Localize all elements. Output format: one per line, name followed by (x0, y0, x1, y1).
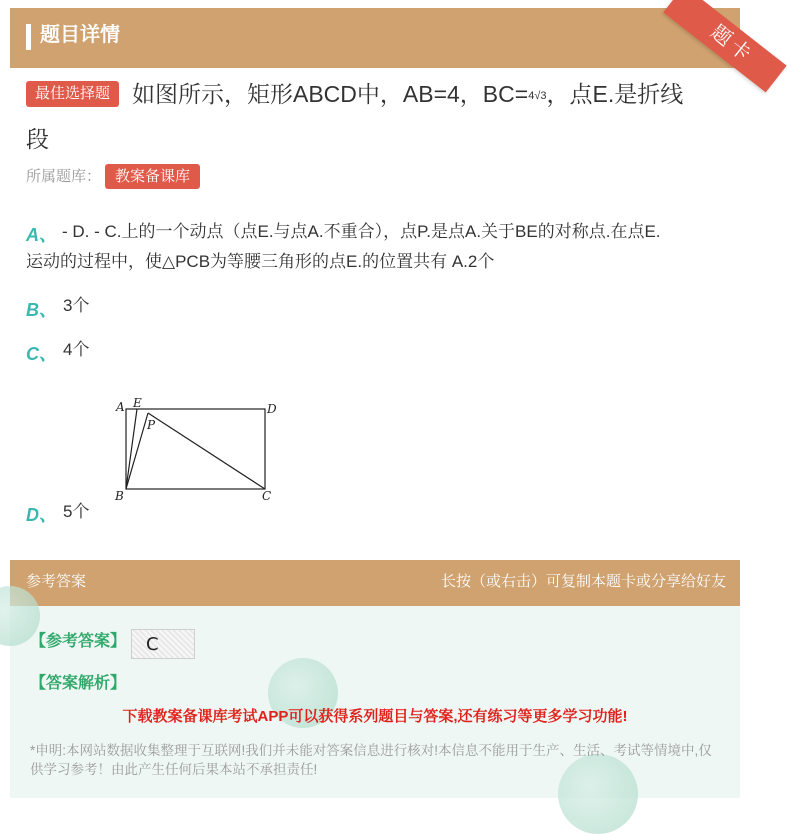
label-d: D (267, 402, 277, 416)
question-text (132, 79, 683, 111)
geometry-diagram (110, 392, 290, 510)
reference-answer-label: 【参考答案】 (30, 633, 127, 650)
reference-answer-value: C (146, 634, 159, 655)
download-app-promo[interactable]: 下载教案备课库考试APP可以获得系列题目与答案,还有练习等更多学习功能! (122, 708, 628, 725)
disclaimer-notice: *申明:本网站数据收集整理于互联网!我们并未能对答案信息进行核对!本信息不能用于生产、生活、考试等情境中,仅供学习参考！由此产生任何后果本站不承担责任! (30, 743, 712, 777)
library-tag[interactable]: 教案备课库 (105, 164, 200, 189)
option-b-text: 3个 (63, 296, 90, 315)
label-a: A (116, 400, 125, 414)
question-sqrt: 4√3 (528, 89, 547, 102)
option-c-letter: C、 (26, 344, 57, 364)
answer-header-bar (10, 560, 740, 606)
segment-be (126, 409, 137, 489)
page-title: 题目详情 (40, 24, 120, 46)
option-a-text-line2: 运动的过程中，使△PCB为等腰三角形的点E.的位置共有 A.2个 (26, 252, 495, 271)
corner-ribbon (640, 0, 758, 90)
question-type-tag: 最佳选择题 (26, 81, 119, 107)
library-label: 所属题库： (26, 168, 102, 185)
question-text-line2: 段 (26, 126, 49, 152)
label-b: B (115, 489, 124, 503)
header-accent-bar (26, 24, 31, 50)
label-c: C (262, 489, 272, 503)
answer-header-title: 参考答案 (26, 573, 87, 590)
share-hint: 长按（或右击）可复制本题卡或分享给好友 (440, 573, 726, 590)
option-b-letter: B、 (26, 300, 57, 320)
question-text-before: 如图所示，矩形ABCD中，AB=4，BC= (132, 81, 529, 107)
analysis-label: 【答案解析】 (30, 675, 127, 692)
question-text-after: ，点E.是折线 (546, 81, 684, 107)
option-c-text: 4个 (63, 340, 90, 359)
label-e: E (133, 396, 142, 410)
ribbon-label: 题卡 (706, 21, 758, 68)
header-bar (10, 8, 740, 68)
option-a-text-line1: - D. - C.上的一个动点（点E.与点A.不重合），点P.是点A.关于BE的对称点.在点E. (62, 222, 661, 241)
option-d-letter: D、 (26, 505, 57, 525)
segment-bp (126, 413, 148, 489)
option-a-letter: A、 (26, 225, 57, 245)
segment-pc (148, 413, 265, 489)
reference-answer-box[interactable] (131, 629, 195, 659)
label-p: P (147, 418, 156, 432)
option-d-text: 5个 (63, 502, 90, 521)
